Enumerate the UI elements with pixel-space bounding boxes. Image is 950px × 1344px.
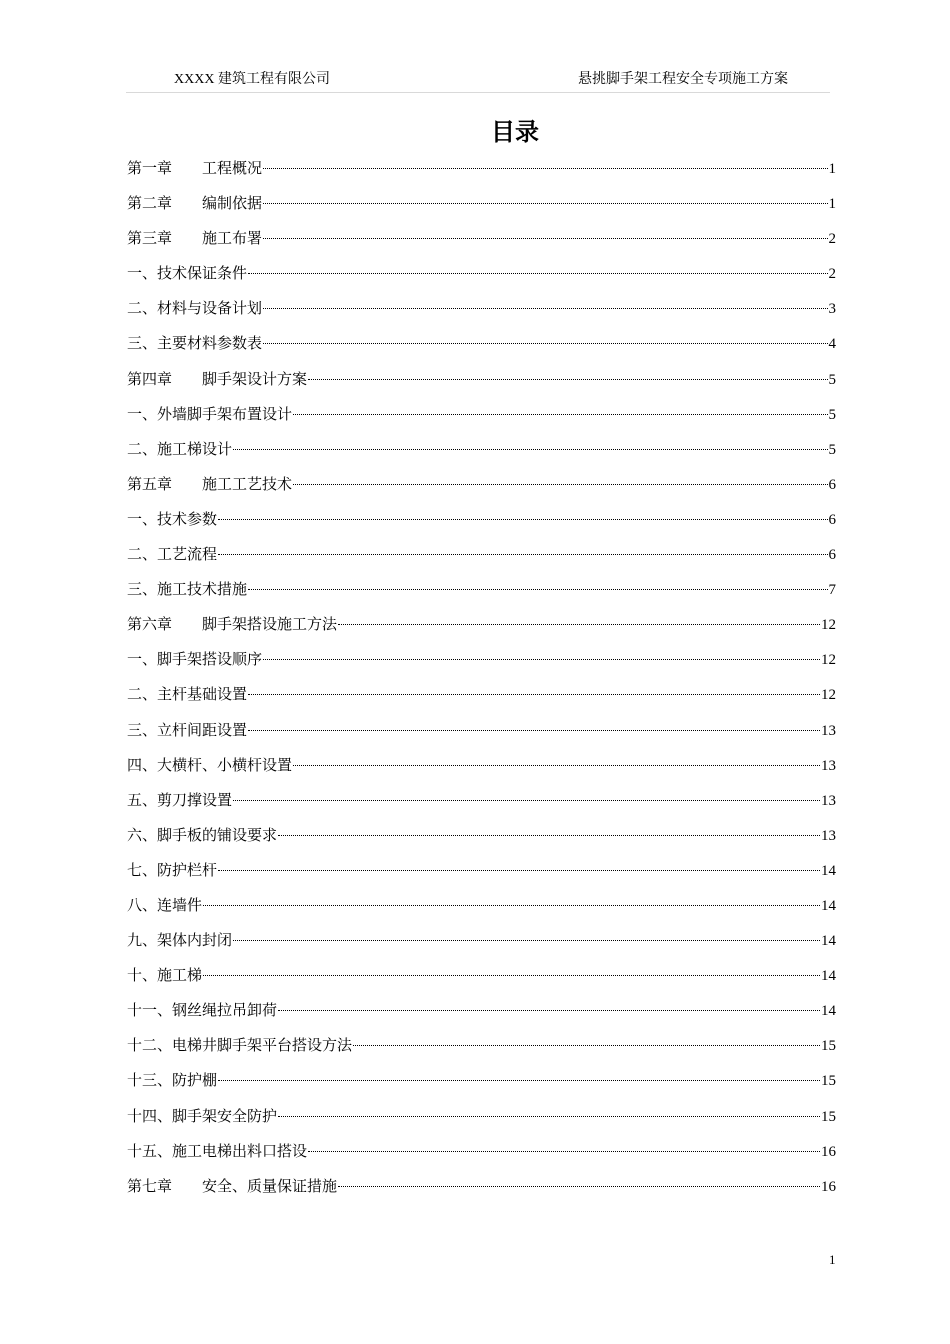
toc-entry-label: 第三章 施工布署 <box>127 231 263 248</box>
toc-dot-leader <box>293 484 827 485</box>
toc-entry-page: 13 <box>821 757 836 774</box>
toc-entry-label: 三、立杆间距设置 <box>127 722 248 739</box>
toc-entry[interactable] <box>127 789 836 824</box>
toc-entry-label: 七、防护栏杆 <box>127 862 218 879</box>
toc-entry[interactable] <box>127 683 836 718</box>
toc-entry[interactable] <box>127 894 836 929</box>
toc-entry[interactable] <box>127 648 836 683</box>
toc-entry-page: 4 <box>828 336 836 353</box>
toc-entry[interactable] <box>127 438 836 473</box>
toc-entry-label: 九、架体内封闭 <box>127 933 233 950</box>
toc-dot-leader <box>263 659 820 660</box>
toc-entry-label: 二、主杆基础设置 <box>127 687 248 704</box>
toc-dot-leader <box>218 1080 820 1081</box>
toc-entry[interactable] <box>127 754 836 789</box>
toc-entry-label: 二、工艺流程 <box>127 547 218 564</box>
toc-dot-leader <box>263 203 827 204</box>
toc-entry[interactable] <box>127 297 836 332</box>
toc-dot-leader <box>233 940 820 941</box>
toc-dot-leader <box>308 379 827 380</box>
toc-entry-label: 十三、防护棚 <box>127 1073 218 1090</box>
toc-dot-leader <box>248 273 827 274</box>
toc-entry-label: 三、主要材料参数表 <box>127 336 263 353</box>
toc-dot-leader <box>278 1116 820 1117</box>
toc-dot-leader <box>338 624 820 625</box>
toc-dot-leader <box>233 800 820 801</box>
toc-dot-leader <box>248 730 820 731</box>
toc-entry-page: 12 <box>821 652 836 669</box>
toc-entry-label: 十五、施工电梯出料口搭设 <box>127 1143 308 1160</box>
toc-entry-page: 6 <box>828 511 836 528</box>
toc-entry-label: 第一章 工程概况 <box>127 161 263 177</box>
toc-entry[interactable] <box>127 192 836 227</box>
toc-entry-page: 5 <box>828 371 836 388</box>
toc-dot-leader <box>233 449 827 450</box>
toc-entry[interactable] <box>127 368 836 403</box>
toc-title: 目录 <box>491 118 539 146</box>
toc-entry[interactable] <box>127 543 836 578</box>
toc-dot-leader <box>338 1186 820 1187</box>
toc-entry-page: 6 <box>828 476 836 493</box>
toc-dot-leader <box>218 870 820 871</box>
toc-entry-label: 三、施工技术措施 <box>127 582 248 599</box>
toc-entry-page: 15 <box>821 1073 836 1090</box>
toc-dot-leader <box>263 238 827 239</box>
toc-dot-leader <box>263 168 827 169</box>
toc-entry[interactable] <box>127 227 836 262</box>
toc-dot-leader <box>263 343 827 344</box>
toc-entry-page: 16 <box>821 1178 836 1195</box>
toc-entry-label: 二、施工梯设计 <box>127 441 233 458</box>
toc-entry-label: 二、材料与设备计划 <box>127 301 263 318</box>
toc-entry[interactable] <box>127 824 836 859</box>
toc-dot-leader <box>248 589 827 590</box>
toc-entry[interactable] <box>127 999 836 1034</box>
toc-entry[interactable] <box>127 578 836 613</box>
toc-entry[interactable] <box>127 332 836 367</box>
toc-entry-label: 十二、电梯井脚手架平台搭设方法 <box>127 1038 353 1055</box>
toc-entry-label: 六、脚手板的铺设要求 <box>127 827 278 844</box>
toc-entry-label: 第六章 脚手架搭设施工方法 <box>127 617 338 634</box>
toc-entry[interactable] <box>127 403 836 438</box>
toc-entry[interactable] <box>127 1105 836 1140</box>
toc-entry[interactable] <box>127 859 836 894</box>
toc-entry-page: 14 <box>821 1003 836 1020</box>
toc-entry[interactable] <box>127 719 836 754</box>
toc-entry-label: 四、大横杆、小横杆设置 <box>127 757 293 774</box>
toc-entry-label: 一、技术参数 <box>127 511 218 528</box>
footer-page-number: 1 <box>829 1252 836 1267</box>
toc-dot-leader <box>203 975 820 976</box>
toc-entry-page: 15 <box>821 1038 836 1055</box>
toc-dot-leader <box>308 1151 820 1152</box>
toc-entry-page: 2 <box>828 231 836 248</box>
toc-entry[interactable] <box>127 1175 836 1210</box>
toc-entry[interactable] <box>127 929 836 964</box>
toc-entry-page: 13 <box>821 792 836 809</box>
toc-entry-page: 12 <box>821 687 836 704</box>
toc-entry-page: 3 <box>828 301 836 318</box>
header-document-title: 悬挑脚手架工程安全专项施工方案 <box>578 72 788 87</box>
toc-entry-page: 14 <box>821 968 836 985</box>
toc-entry-page: 6 <box>828 547 836 564</box>
toc-entry-label: 八、连墙件 <box>127 897 203 914</box>
toc-entry[interactable] <box>127 1069 836 1104</box>
toc-entry-page: 13 <box>821 722 836 739</box>
toc-entry[interactable] <box>127 157 836 192</box>
toc-dot-leader <box>353 1045 820 1046</box>
toc-entry[interactable] <box>127 262 836 297</box>
toc-entry-page: 14 <box>821 933 836 950</box>
toc-entry-label: 第七章 安全、质量保证措施 <box>127 1178 338 1195</box>
header-company: XXXX 建筑工程有限公司 <box>174 72 330 87</box>
toc-dot-leader <box>218 519 827 520</box>
toc-entry-page: 5 <box>828 441 836 458</box>
toc-entry-page: 12 <box>821 617 836 634</box>
toc-entry-label: 一、技术保证条件 <box>127 266 248 283</box>
toc-entry-label: 十一、钢丝绳拉吊卸荷 <box>127 1003 278 1020</box>
toc-dot-leader <box>248 694 820 695</box>
toc-entry[interactable] <box>127 1140 836 1175</box>
toc-entry-page: 14 <box>821 897 836 914</box>
toc-entry-page: 5 <box>828 406 836 423</box>
toc-entry[interactable] <box>127 473 836 508</box>
toc-entry-label: 十四、脚手架安全防护 <box>127 1108 278 1125</box>
toc-entry-page: 7 <box>828 582 836 599</box>
toc-entry-page: 1 <box>828 161 836 177</box>
table-of-contents <box>127 157 836 1210</box>
toc-entry-label: 第五章 施工工艺技术 <box>127 476 293 493</box>
toc-entry-page: 14 <box>821 862 836 879</box>
toc-entry[interactable] <box>127 964 836 999</box>
toc-entry-label: 第二章 编制依据 <box>127 196 263 213</box>
toc-entry-page: 2 <box>828 266 836 283</box>
toc-entry[interactable] <box>127 613 836 648</box>
toc-entry-page: 16 <box>821 1143 836 1160</box>
toc-entry-page: 13 <box>821 827 836 844</box>
toc-dot-leader <box>278 835 820 836</box>
toc-entry[interactable] <box>127 1034 836 1069</box>
toc-dot-leader <box>263 308 827 309</box>
toc-entry[interactable] <box>127 508 836 543</box>
toc-dot-leader <box>203 905 820 906</box>
toc-entry-label: 五、剪刀撑设置 <box>127 792 233 809</box>
toc-dot-leader <box>278 1010 820 1011</box>
toc-entry-page: 1 <box>828 196 836 213</box>
toc-dot-leader <box>293 765 820 766</box>
toc-entry-label: 一、脚手架搭设顺序 <box>127 652 263 669</box>
toc-dot-leader <box>218 554 827 555</box>
toc-entry-label: 一、外墙脚手架布置设计 <box>127 406 293 423</box>
toc-entry-page: 15 <box>821 1108 836 1125</box>
toc-entry-label: 十、施工梯 <box>127 968 203 985</box>
toc-entry-label: 第四章 脚手架设计方案 <box>127 371 308 388</box>
toc-dot-leader <box>293 414 827 415</box>
page-header <box>126 66 830 93</box>
